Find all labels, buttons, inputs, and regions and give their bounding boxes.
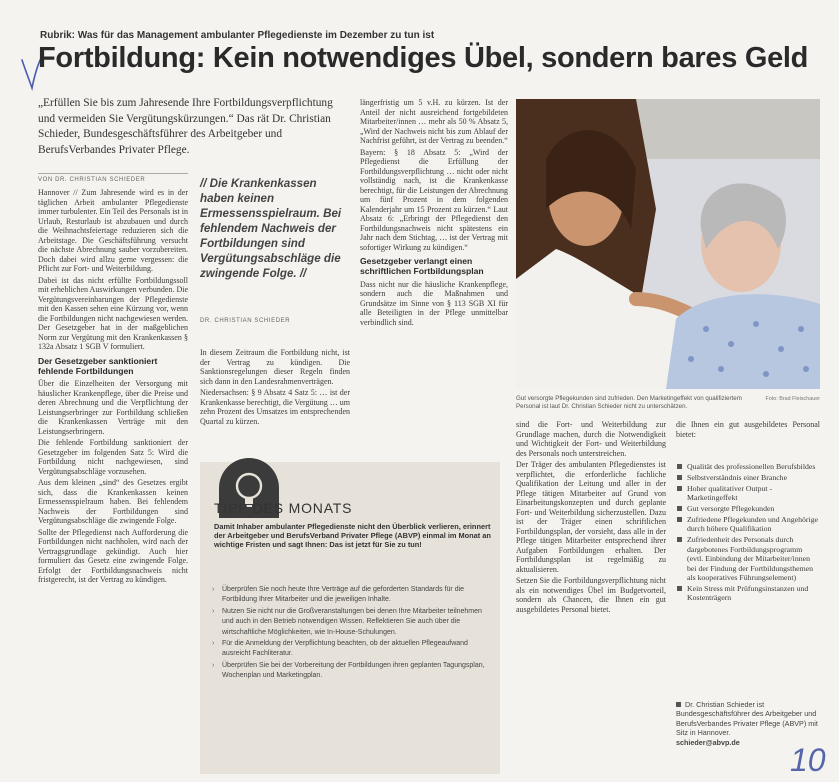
article-photo [516, 99, 820, 389]
benefit-item: Kein Stress mit Prüfungsinstanzen und Kostenträgern [676, 584, 820, 603]
caregiver-patient-photo [516, 99, 820, 389]
col1-paragraph: Dabei ist das nicht erfüllte Fortbildungssoll mit erheblichen Auswirkungen verbunden. Die Vergütungsvereinbarungen der Pflegedienste mit den Kassen sehen eine Kürzung vor, wenn die Fortbildungen nicht nachgewiesen werden. Der Gesetzgeber hat in der maßgeblichen Norm zur Vergütung mit den Krankenkassen § 132a Absatz 1 SGB V formuliert. [38, 275, 188, 351]
tip-lead: Damit Inhaber ambulanter Pflegedienste nicht den Überblick verlieren, erinnert der Arbeitgeber und BerufsVerband Privater Pflege (ABVP) einmal im Monat an wichtige Fristen und sagt Ihnen: Das ist jetzt für Sie zu tun! [214, 522, 491, 550]
rubric-line: Rubrik: Was für das Management ambulanter Pflegedienste im Dezember zu tun ist [40, 30, 435, 41]
col3-paragraph: Dass nicht nur die häusliche Krankenpflege, sondern auch die Maßnahmen und Grundsätze im Sinne von § 113 SGB XI für alle Beteiligten in der Pflege unmittelbar verbindlich sind. [360, 279, 508, 327]
col1-paragraph: Aus dem kleinen „sind“ des Gesetzes ergibt sich, dass die Krankenkassen keinen Ermessensspielraum haben. Bei fehlendem Nachweis der Fortbildungen sind Vergütungsabschläge die zwingende Folge. [38, 478, 188, 526]
page-number: 10 [790, 742, 826, 778]
lead-paragraph: „Erfüllen Sie bis zum Jahresende Ihre Fortbildungsverpflichtung und vermeiden Sie Vergütungskürzungen.“ Das rät Dr. Christian Schieder, Bundesgeschäftsführer des Arbeitgeber und BerufsVerbandes Privater Pflege. [38, 97, 333, 156]
col1-paragraph: Hannover // Zum Jahresende wird es in der täglichen Arbeit ambulanter Pflegedienste immer turbulenter. Ein Teil des Personals ist in Urlaub, Resturlaub ist abzubauen und durch die Weihnachtsfeiertage reduzieren sich die Arbeitstage. Die Geschäftsführung versucht die nächste Abrechnung sauber vorzubereiten. Doch dabei wird allzu gerne vergessen: die Pflicht zur Fort- und Weiterbildung. [38, 188, 188, 273]
col3-subheading: Gesetzgeber verlangt einen schriftlichen Fortbildungsplan [360, 256, 484, 277]
text-column-1 [38, 188, 188, 772]
tip-list-item: › Für die Anmeldung der Verpflichtung beachten, ob der aktuellen Pflegeaufwand ausreicht Fachliteratur. [212, 639, 494, 660]
author-contact [676, 700, 820, 747]
col1-paragraph: Die fehlende Fortbildung sanktioniert der Gesetzgeber im folgenden Satz 5: Wird die Fortbildung nicht nachgewiesen, sind Vergütungsabschläge vorzusehen. [38, 438, 188, 476]
col4-paragraph: Der Träger des ambulanten Pflegedienstes ist verpflichtet, die erforderliche fachliche Qualifikation der Leitung und aller in der Pflege tätigen Mitarbeiter auf Grund von Einarbeitungskonzepten und durch geplante Fort- und Weiterbildung sicherzustellen. Dazu ist der Träger einen schriftlichen Fortbildungsplan, der vorsieht, dass alle in der Pflege tätigen Mitarbeiter entsprechend ihrer Aufgaben Fortbildungen erhalten. Der Fortbildungsplan ist regelmäßig zu aktualisieren. [516, 460, 666, 574]
text-column-5-intro [676, 420, 820, 460]
col3-paragraph: längerfristig um 5 v.H. zu kürzen. Ist der Anteil der nicht ausreichend fortgebildeten Mitarbeiter/innen … mehr als 50 % Absatz 5, „Wird der Nachweis nicht bis zum Ablauf der Nachfrist geführt, ist der Vertrag zu beenden.“ [360, 98, 508, 145]
article-author: VON DR. CHRISTIAN SCHIEDER [38, 177, 146, 183]
photo-caption [516, 395, 820, 411]
tip-list-item: › Überprüfen Sie bei der Vorbereitung der Fortbildungen ihren geplanten Tagungsplan, Wochenplan und Marketingplan. [212, 661, 494, 682]
tip-list-item: › Nutzen Sie nicht nur die Großveranstaltungen bei denen Ihre Mitarbeiter teilnehmen und auch in den Betrieb notwendigen Wissen. Reflektieren Sie auch über die wirtschaftliche Möglichkeiten, wie In-House-Schulungen. [212, 607, 494, 638]
col1-paragraph: Über die Einzelheiten der Versorgung mit häuslicher Krankenpflege, über die Preise und deren Abrechnung und die Verpflichtung der Leistungserbringer zur Fortbildung schließen die Krankenkassen Verträge mit den Leistungserbringern. [38, 379, 188, 436]
col1-paragraph: Sollte der Pflegedienst nach Aufforderung die Fortbildungen nicht nachholen, wird nach der Vertragsgrundlage gekündigt. Auch hier formuliert das Gesetz eine zwingende Folge. Erfolgt der Fortbildungsnachweis nicht fristgerecht, ist der Vertrag zu kündigen. [38, 527, 188, 585]
tip-title: TIPP DES MONATS [214, 500, 353, 516]
square-bullet-icon [676, 702, 681, 707]
pull-quote-author: DR. CHRISTIAN SCHIEDER [200, 318, 291, 324]
benefit-item: Zufriedene Pflegekunden und Angehörige durch höhere Qualifikation [676, 515, 820, 534]
text-column-3 [360, 98, 508, 458]
photo-credit: Foto: Brad Fleischauer [765, 396, 820, 402]
headline: Fortbildung: Kein notwendiges Übel, sondern bares Geld [38, 42, 809, 74]
col4-paragraph: Setzen Sie die Fortbildungsverpflichtung nicht als ein notwendiges Übel im Budgetvorteil, sondern als Chancen, die Ihnen ein gut ausgebildetes Personal bietet. [516, 576, 666, 614]
text-column-2 [200, 348, 350, 458]
text-column-4 [516, 420, 666, 772]
col1-subheading: Der Gesetzgeber sanktioniert fehlende Fortbildungen [38, 355, 158, 376]
benefit-item: Qualität des professionellen Berufsbildes [676, 462, 820, 471]
photo-caption-text: Gut versorgte Pflegekunden sind zufrieden. Den Marketingeffekt von qualifiziertem Personal ist laut Dr. Christian Schieder nicht zu unterschätzen. [516, 395, 742, 410]
benefits-list [676, 462, 820, 604]
tip-list [212, 585, 494, 683]
benefit-item: Selbstverständnis einer Branche [676, 473, 820, 482]
author-bio: Dr. Christian Schieder ist Bundesgeschäftsführer des Arbeitgeber und BerufsVerbandes Privater Pflege (ABVP) mit Sitz in Hannover. [676, 700, 818, 738]
pull-quote: // Die Krankenkassen haben keinen Ermessensspielraum. Bei fehlendem Nachweis der Fortbildungen sind Vergütungsabschläge die zwingende Folge. // [200, 177, 342, 280]
col2-paragraph: In diesem Zeitraum die Fortbildung nicht, ist der Vertrag zu kündigen. Die Sanktionsregelungen dieser Regeln finden sich dann in den Landesrahmenverträgen. [200, 348, 350, 386]
column-divider [38, 173, 188, 174]
col5-paragraph: die Ihnen ein gut ausgebildetes Personal bietet: [676, 420, 820, 439]
benefit-item: Gut versorgte Pflegekunden [676, 504, 820, 513]
benefit-item: Hoher qualitativer Output - Marketingeffekt [676, 484, 820, 503]
col2-paragraph: Niedersachsen: § 9 Absatz 4 Satz 5: … ist der Krankenkasse berechtigt, die Vergütung … um zehn Prozent des Umsatzes im entsprechenden Quartal zu kürzen. [200, 388, 350, 426]
tip-list-item: › Überprüfen Sie noch heute Ihre Verträge auf die geforderten Standards für die Fortbildung Ihrer Mitarbeiter und die jeweiligen Inhalte. [212, 585, 494, 606]
col4-paragraph: sind die Fort- und Weiterbildung zur Grundlage machen, durch die Notwendigkeit und Wichtigkeit der Fort- und Weiterbildung des Personals noch unterstreichen. [516, 420, 666, 458]
author-email[interactable]: schieder@abvp.de [676, 737, 740, 747]
benefit-item: Zufriedenheit des Personals durch dargebotenes Fortbildungsprogramm (evtl. Einbindung der Mitarbeiter/innen bei der Findung der Fortbildungsthemen als kooperatives Führungselement) [676, 535, 820, 582]
col3-paragraph: Bayern: § 18 Absatz 5: „Wird der Pflegedienst die Erfüllung der Fortbildungsverpflichtung … nicht oder nicht vollständig nach, ist die Krankenkasse berechtigt, für die Leistungen der Abrechnung um fünf Prozent in dem folgenden Kalenderjahr um 15 Prozent zu kürzen.“ Laut Absatz 6: „Erbringt der Pflegedienst den Fortbildungsnachweis nicht spätestens ein Jahr nach dem Stichtag, … ist der Vertrag mit sofortiger Wirkung zu kündigen.“ [360, 147, 508, 252]
